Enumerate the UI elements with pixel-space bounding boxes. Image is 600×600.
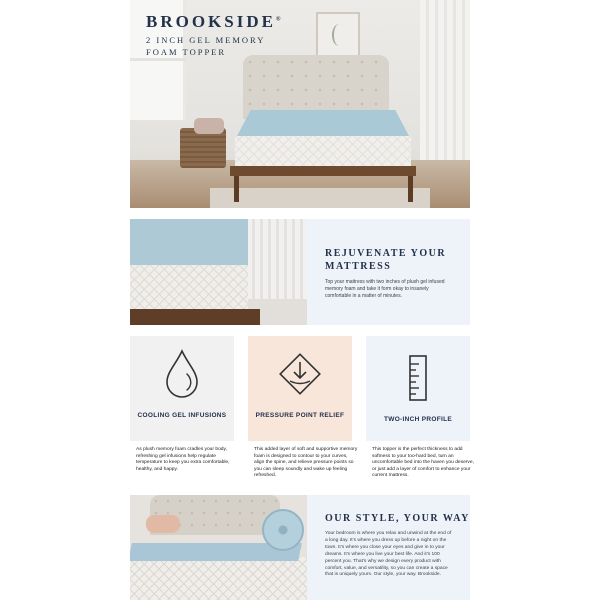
feature-description-cooling: As plush memory foam cradles your body, refreshing gel infusions help regulate temperature to keep you extra comfortable, healthy, and happy. bbox=[136, 447, 230, 472]
feature-card-pressure bbox=[248, 336, 352, 441]
topper-unroll-photo bbox=[130, 495, 307, 600]
pressure-arrow-icon bbox=[248, 350, 352, 403]
rolled-topper bbox=[262, 509, 304, 551]
rejuvenate-panel bbox=[307, 219, 470, 325]
style-heading: OUR STYLE, YOUR WAY bbox=[325, 513, 470, 524]
hands bbox=[146, 515, 180, 533]
ruler-icon bbox=[366, 354, 470, 407]
wall-art bbox=[316, 12, 360, 58]
brand-logo bbox=[146, 12, 280, 32]
feature-label: TWO-INCH PROFILE bbox=[384, 416, 452, 423]
style-body: Your bedroom is where you relax and unwind at the end of a long day. It's where you dress up before a night on the town. It's where you close your eyes and give in to your dreams. It's where you live your best life. And it's 100 percent you. That's why we design every product with comfort, value, and versatility, so you can create a space that is uniquely yours. Our style, your way. Brookside. bbox=[325, 531, 452, 578]
rejuvenate-body: Top your mattress with two inches of plush gel infused memory foam and take it form okay to insanely comfortable in a matter of minutes. bbox=[325, 279, 445, 300]
curtain bbox=[247, 219, 307, 299]
hero-image bbox=[130, 0, 470, 208]
feature-label: PRESSURE POINT RELIEF bbox=[255, 412, 345, 419]
bed-leg bbox=[234, 176, 239, 202]
trademark-symbol: ® bbox=[275, 16, 281, 23]
rejuvenate-heading: REJUVENATE YOUR MATTRESS bbox=[325, 248, 447, 272]
headboard bbox=[243, 55, 389, 119]
feature-label: COOLING GEL INFUSIONS bbox=[137, 412, 227, 419]
bed-frame bbox=[230, 166, 416, 176]
foam-topper bbox=[130, 219, 248, 269]
foam-topper bbox=[237, 110, 409, 136]
bed-frame bbox=[130, 309, 260, 325]
water-drop-icon bbox=[130, 348, 234, 405]
bed-leg bbox=[408, 176, 413, 202]
brand-name: BROOKSIDE bbox=[146, 12, 276, 31]
rug bbox=[210, 188, 430, 208]
pillow bbox=[194, 118, 224, 134]
feature-description-pressure: This added layer of soft and supportive memory foam is designed to contour to your curves, align the spine, and relieve pressure points so you can sleep soundly and wake up feeling refreshed. bbox=[254, 447, 358, 479]
feature-card-cooling bbox=[130, 336, 234, 441]
basket bbox=[180, 128, 226, 168]
product-subtitle: 2 INCH GEL MEMORY FOAM TOPPER bbox=[146, 35, 266, 57]
feature-card-profile bbox=[366, 336, 470, 441]
topper-closeup-photo bbox=[130, 219, 307, 325]
feature-description-profile: This topper is the perfect thickness to add softness to your too-hard bed, turn an uncomfortable bed into the haven you deserve, or just add a layer of comfort to enhance your current mattress. bbox=[372, 447, 474, 479]
style-panel bbox=[307, 495, 470, 600]
mattress bbox=[130, 557, 307, 600]
mattress bbox=[235, 136, 411, 166]
